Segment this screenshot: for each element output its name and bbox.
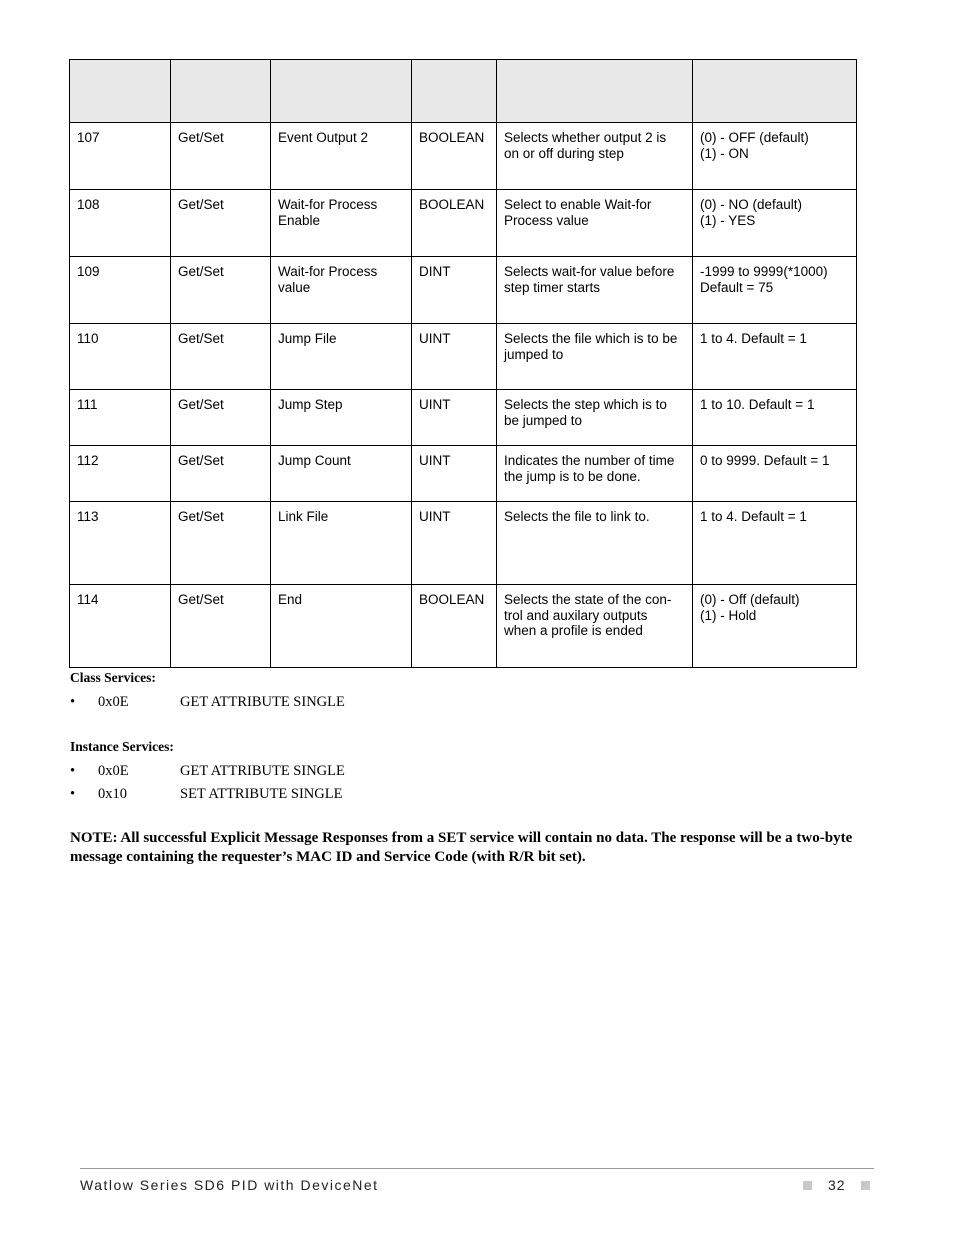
cell-text-line: jumped to (504, 346, 564, 362)
attribute-name-cell (271, 190, 412, 257)
cell-text: DINT (419, 264, 451, 279)
data-type-cell (412, 324, 497, 390)
cell-text: Get/Set (178, 264, 224, 279)
cell-text-line: value (278, 279, 311, 295)
description-cell (497, 190, 693, 257)
data-type-cell (412, 123, 497, 190)
description-cell (497, 257, 693, 324)
access-rule-cell (171, 257, 271, 324)
range-cell (693, 390, 857, 446)
service-name: GET ATTRIBUTE SINGLE (180, 694, 345, 710)
cell-text: 110 (77, 331, 99, 346)
page-number-block (803, 1177, 875, 1195)
attribute-name-cell (271, 324, 412, 390)
cell-text: BOOLEAN (419, 592, 485, 607)
cell-text-line: -1999 to 9999(*1000) (700, 264, 828, 279)
bullet: • (70, 694, 76, 710)
table-row (70, 257, 857, 324)
header-cell (271, 60, 412, 123)
table-row (70, 324, 857, 390)
range-cell (693, 324, 857, 390)
cell-text-line: Selects the file which is to be (504, 331, 678, 346)
service-code: 0x0E (98, 694, 129, 710)
bullet: • (70, 786, 76, 802)
cell-text-line: Enable (278, 212, 321, 228)
cell-text: Get/Set (178, 130, 224, 145)
cell-text-line: (0) - OFF (default) (700, 130, 809, 145)
cell-text-line: End (278, 592, 303, 607)
header-cell (497, 60, 693, 123)
cell-text-line: Selects the state of the con- (504, 592, 672, 607)
cell-text-line: Selects wait-for value before (504, 264, 675, 279)
cell-text: UINT (419, 509, 451, 524)
service-code: 0x10 (98, 786, 127, 802)
data-type-cell (412, 390, 497, 446)
cell-text-line: on or off during step (504, 145, 624, 161)
cell-text-line: 1 to 10. Default = 1 (700, 397, 815, 412)
cell-text-line: the jump is to be done. (504, 468, 641, 484)
range-cell (693, 502, 857, 585)
access-rule-cell (171, 446, 271, 502)
access-rule-cell (171, 190, 271, 257)
cell-text: Get/Set (178, 453, 224, 468)
cell-text-line: Default = 75 (700, 279, 774, 295)
cell-text-line: (1) - ON (700, 145, 749, 161)
footer-title: Watlow Series SD6 PID with DeviceNet (80, 1177, 379, 1193)
cell-text-line: Select to enable Wait-for (504, 197, 652, 212)
table-row (70, 502, 857, 585)
access-rule-cell (171, 123, 271, 190)
service-name: SET ATTRIBUTE SINGLE (180, 786, 343, 802)
cell-text: 113 (77, 509, 99, 524)
header-cell (171, 60, 271, 123)
attribute-id-cell (70, 123, 171, 190)
table-row (70, 390, 857, 446)
cell-text: 112 (77, 453, 99, 468)
attribute-id-cell (70, 502, 171, 585)
access-rule-cell (171, 324, 271, 390)
cell-text-line: Selects the step which is to (504, 397, 667, 412)
table-header-row (70, 60, 857, 123)
range-cell (693, 585, 857, 668)
cell-text-line: Jump File (278, 331, 337, 346)
bullet: • (70, 763, 76, 779)
description-cell (497, 123, 693, 190)
cell-text-line: when a profile is ended (504, 623, 643, 638)
table-row (70, 585, 857, 668)
table-row (70, 190, 857, 257)
data-type-cell (412, 502, 497, 585)
attribute-id-cell (70, 190, 171, 257)
cell-text: UINT (419, 331, 451, 346)
range-cell (693, 257, 857, 324)
cell-text-line: step timer starts (504, 279, 601, 295)
service-item (70, 786, 870, 809)
cell-text: Get/Set (178, 509, 224, 524)
cell-text: 108 (77, 197, 100, 212)
cell-text-line: (0) - NO (default) (700, 197, 803, 212)
table-row (70, 446, 857, 502)
description-cell (497, 502, 693, 585)
range-cell (693, 123, 857, 190)
instance-services-section (70, 739, 870, 809)
attribute-id-cell (70, 257, 171, 324)
header-cell (693, 60, 857, 123)
cell-text-line: Jump Count (278, 453, 351, 468)
cell-text: UINT (419, 397, 451, 412)
cell-text: 109 (77, 264, 100, 279)
cell-text-line: Wait-for Process (278, 264, 378, 279)
header-cell (412, 60, 497, 123)
attribute-table (69, 59, 857, 668)
instance-services-heading: Instance Services: (70, 739, 174, 754)
page-number: 32 (828, 1177, 846, 1193)
attribute-name-cell (271, 502, 412, 585)
cell-text-line: Wait-for Process (278, 197, 378, 212)
access-rule-cell (171, 502, 271, 585)
table-row (70, 123, 857, 190)
attribute-name-cell (271, 390, 412, 446)
range-cell (693, 446, 857, 502)
description-cell (497, 324, 693, 390)
class-services-section (70, 670, 870, 717)
square-icon (803, 1181, 812, 1190)
attribute-id-cell (70, 390, 171, 446)
cell-text: UINT (419, 453, 451, 468)
square-icon (861, 1181, 870, 1190)
cell-text: BOOLEAN (419, 130, 485, 145)
service-item (70, 763, 870, 786)
access-rule-cell (171, 585, 271, 668)
description-cell (497, 446, 693, 502)
attribute-name-cell (271, 123, 412, 190)
header-cell (70, 60, 171, 123)
service-name: GET ATTRIBUTE SINGLE (180, 763, 345, 779)
cell-text-line: (1) - Hold (700, 607, 757, 623)
cell-text: 107 (77, 130, 100, 145)
attribute-name-cell (271, 446, 412, 502)
range-cell (693, 190, 857, 257)
description-cell (497, 390, 693, 446)
cell-text-line: (1) - YES (700, 212, 756, 228)
cell-text-line: 0 to 9999. Default = 1 (700, 453, 830, 468)
service-item (70, 694, 870, 717)
cell-text: Get/Set (178, 331, 224, 346)
set-service-note: NOTE: All successful Explicit Message Responses from a SET service will contain no data. The response will be a two-byte message containing the requester’s MAC ID and Service Code (with R/R bit set). (70, 830, 853, 865)
cell-text-line: Jump Step (278, 397, 343, 412)
cell-text-line: Selects the file to link to. (504, 509, 650, 524)
data-type-cell (412, 446, 497, 502)
access-rule-cell (171, 390, 271, 446)
data-type-cell (412, 257, 497, 324)
cell-text-line: (0) - Off (default) (700, 592, 800, 607)
cell-text: Get/Set (178, 592, 224, 607)
cell-text-line: 1 to 4. Default = 1 (700, 509, 807, 524)
description-cell (497, 585, 693, 668)
cell-text-line: Link File (278, 509, 329, 524)
cell-text: BOOLEAN (419, 197, 485, 212)
service-code: 0x0E (98, 763, 129, 779)
cell-text-line: be jumped to (504, 412, 583, 428)
data-type-cell (412, 585, 497, 668)
data-type-cell (412, 190, 497, 257)
cell-text: Get/Set (178, 197, 224, 212)
class-services-heading: Class Services: (70, 670, 156, 685)
cell-text-line: 1 to 4. Default = 1 (700, 331, 807, 346)
footer-divider (80, 1168, 874, 1169)
attribute-id-cell (70, 324, 171, 390)
cell-text-line: Process value (504, 212, 589, 228)
attribute-id-cell (70, 585, 171, 668)
attribute-name-cell (271, 585, 412, 668)
attribute-id-cell (70, 446, 171, 502)
cell-text: Get/Set (178, 397, 224, 412)
cell-text-line: Selects whether output 2 is (504, 130, 667, 145)
attribute-name-cell (271, 257, 412, 324)
cell-text-line: trol and auxilary outputs (504, 607, 648, 623)
cell-text-line: Indicates the number of time (504, 453, 675, 468)
cell-text: 111 (77, 397, 98, 412)
cell-text: 114 (77, 592, 99, 607)
cell-text-line: Event Output 2 (278, 130, 369, 145)
